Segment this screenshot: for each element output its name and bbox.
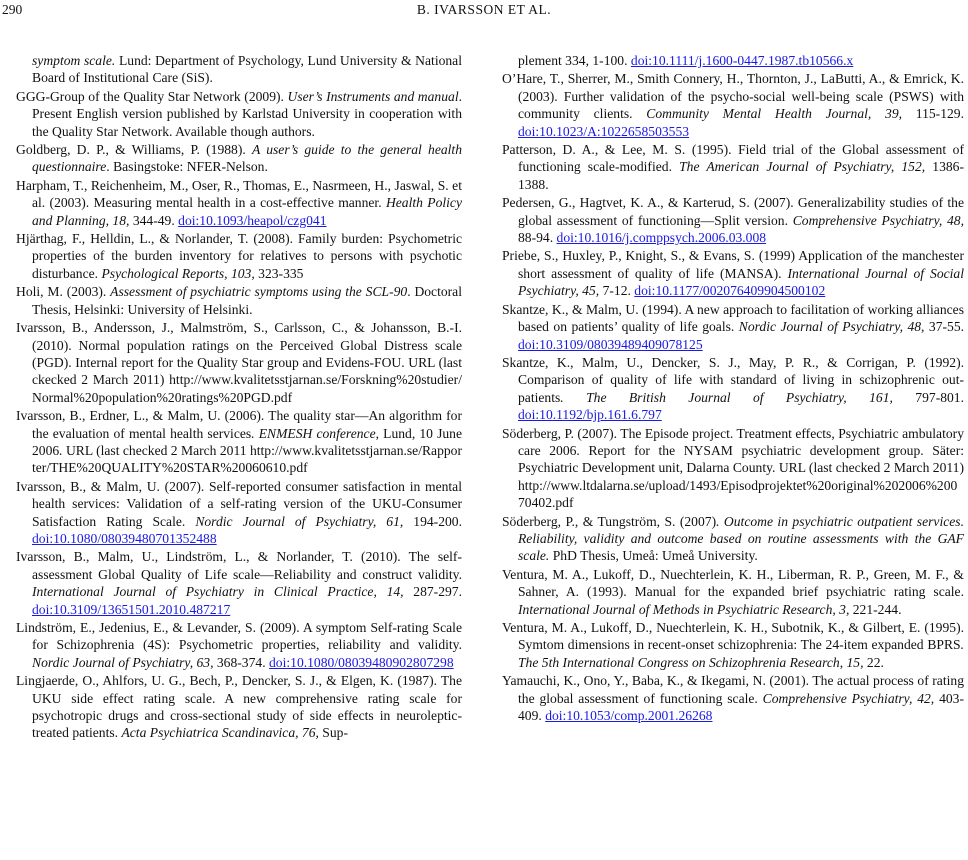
reference-text: . Doctoral Thesis, Helsinki: University of Helsinki. [32, 284, 462, 317]
reference-text: Söderberg, P. (2007). The Episode project. Treatment effects, Psychiatric ambulatory care 2006. Report for the NYSAM psychiatric development group. Säter: Psychiatric Development unit, Dalarna County. URL (last checked 2 March 2011) [502, 425, 964, 476]
ref-ohare [502, 70, 964, 140]
reference-text: 403-409. [518, 690, 964, 724]
reference-text: Ventura, M. A., Lukoff, D., Nuechterlein, K. H., Subotnik, K., & Gilbert, E. (1995). Symtom dimensions in recent-onset schizophrenia: The 24-item expanded BPRS [502, 620, 964, 653]
italic-title: International Journal of Psychiatry in Clinical Practice, 14, [32, 584, 404, 600]
reference-text: 368-374. [213, 654, 269, 670]
ref-r0 [502, 52, 964, 69]
italic-title: Comprehensive Psychiatry, 42, [762, 690, 935, 706]
ref-ventura-1993 [502, 566, 964, 618]
doi-link[interactable]: doi:10.1053/comp.2001.26268 [545, 708, 713, 724]
italic-title: . Outcome in psychiatric outpatient services. Reliability, validity and outcome based on routine assessments with the GAF scale. [518, 513, 964, 564]
page-header [0, 2, 968, 22]
page-number: 290 [2, 2, 23, 17]
ref-ivarsson-2010a [16, 319, 462, 406]
ref-priebe [502, 247, 964, 299]
ref-holi [16, 283, 462, 318]
reference-url: http://www.kvalitetsstjarnan.se/Forskning%20studier/Normal%20population%20ratings%20PGD.pdf [32, 372, 462, 405]
reference-text: 221-244. [849, 601, 902, 617]
ref-yamauchi [502, 672, 964, 724]
reference-text: Ivarsson, B., Erdner, L., & Malm, U. (2006). The quality star—An algorithm for the evaluation of mental health services [16, 408, 462, 441]
reference-text: plement 334, 1-100. [518, 53, 631, 68]
ref-lindstrom [16, 619, 462, 671]
reference-text: 37-55. [924, 319, 965, 335]
italic-title: User’s Instruments and manual [287, 88, 459, 104]
italic-title: Assessment of psychiatric symptoms using the SCL-90 [110, 284, 408, 300]
reference-text: Holi, M. (2003). [16, 284, 111, 300]
ref-l0 [16, 52, 462, 87]
ref-harpham [16, 177, 462, 229]
reference-text: URL (last checked 2 March 2011 [62, 442, 250, 458]
reference-text: Lingjaerde, O., Ahlfors, U. G., Bech, P., Dencker, S. J., & Elgen, K. (1987). The UKU side effect rating scale. A new comprehensive rating scale for psychotropic drugs and cross-sectional study of side effects in neuroleptic-treated patients. [16, 673, 462, 741]
reference-text: Hjärthag, F., Helldin, L., & Norlander, T. (2008). Family burden: Psychometric properties of the burden inventory for relatives to persons with psychotic disturbance. [16, 231, 462, 281]
reference-text: Priebe, S., Huxley, P., Knight, S., & Evans, S. (1999) Application of the manchester short assessment of quality of life (MANSA). [502, 248, 964, 281]
reference-text: 323-335 [254, 265, 304, 281]
doi-link[interactable]: doi:10.1111/j.1600-0447.1987.tb10566.x [630, 53, 854, 68]
italic-title: . The 5th International Congress on Schizophrenia Research [518, 637, 964, 670]
ref-skantze-1994 [502, 301, 964, 353]
ref-goldberg [16, 141, 462, 176]
reference-column-left [16, 52, 462, 743]
ref-ventura-1995 [502, 619, 964, 671]
reference-text: O’Hare, T., Sherrer, M., Smith Connery, H., Thornton, J., LaButti, A., & Emrick, K. (2003). Further validation of the psycho-social well-being scale (PSWS) with community clients. [502, 71, 964, 122]
doi-link[interactable]: doi:10.1177/002076409904500102 [634, 283, 826, 299]
doi-link[interactable]: doi:10.1093/heapol/czg041 [178, 212, 327, 228]
italic-title: Community Mental Health Journal, 39, [646, 106, 903, 122]
ref-hjarthag [16, 230, 462, 282]
doi-link[interactable]: doi:10.1192/bjp.161.6.797 [518, 407, 662, 423]
doi-link[interactable]: doi:10.1080/08039480902807298 [269, 654, 454, 670]
reference-text: Ivarsson, B., & Malm, U. (2007). Self-reported consumer satisfaction in mental health services: Validation of a self-rating version of the UKU-Consumer Satisfaction Rating Scale. [16, 478, 462, 529]
doi-link[interactable]: doi:10.1023/A:1022658503553 [518, 123, 690, 139]
ref-patterson [502, 141, 964, 193]
italic-title: 15, [846, 654, 864, 670]
doi-link[interactable]: doi:10.1016/j.comppsych.2006.03.008 [556, 230, 767, 246]
reference-text: Söderberg, P., & Tungström, S. (2007) [502, 513, 717, 529]
reference-text: Sup- [318, 725, 348, 741]
ref-ivarsson-2006 [16, 407, 462, 477]
reference-text: 797-801. [892, 389, 965, 405]
running-head: B. IVARSSON ET AL. [416, 2, 552, 17]
ref-ivarsson-2007 [16, 478, 462, 548]
reference-text: 287-297. [403, 584, 462, 600]
ref-lingjaerde [16, 672, 462, 742]
italic-title: symptom scale. [32, 53, 116, 68]
reference-text: 7-12. [599, 283, 635, 299]
italic-title: Psychological Reports, 103, [101, 265, 255, 281]
reference-text: Pedersen, G., Hagtvet, K. A., & Karterud, S. (2007). Generalizability studies of the global assessment of functioning—Split version. [502, 195, 964, 228]
ref-ivarsson-2010b [16, 548, 462, 618]
reference-url: http://www.ltdalarna.se/upload/1493/Episodprojektet%20original%202006%20070402.pdf [518, 477, 958, 511]
reference-text: 1386-1388. [518, 159, 964, 192]
reference-text: 115-129. [902, 106, 964, 122]
reference-text: Skantze, K., & Malm, U. (1994). A new approach to facilitation of working alliances based on patients’ quality of life goals. [502, 301, 964, 335]
italic-title: International Journal of Social Psychiatry, 45, [518, 265, 965, 299]
reference-text: , Lund, 10 June 2006 [32, 425, 463, 458]
reference-text: 88-94. [518, 230, 557, 246]
reference-text: Skantze, K., Malm, U., Dencker, S. J., May, P. R., & Corrigan, P. (1992). Comparison of quality of life with standard of living in schizophrenic out-patients [502, 354, 964, 405]
reference-text: Ventura, M. A., Lukoff, D., Nuechterlein, K. H., Liberman, R. P., Green, M. F., & Sahner, A. (1993). Manual for the expanded brief psychiatric rating scale. [502, 566, 964, 600]
italic-title: Nordic Journal of Psychiatry, 61, [195, 513, 404, 529]
italic-title: . [59, 442, 63, 458]
reference-text: . Basingstoke: NFER-Nelson. [106, 159, 268, 175]
doi-link[interactable]: doi:10.3109/13651501.2010.487217 [32, 601, 231, 617]
reference-text: Yamauchi, K., Ono, Y., Baba, K., & Ikegami, N. (2001). The actual process of rating the global assessment of functioning scale. [502, 673, 964, 706]
reference-text: GGG-Group of the Quality Star Network (2009). [16, 88, 288, 104]
italic-title: Health Policy and Planning, 18, [32, 195, 462, 228]
reference-text: Lund: Department of Psychology, Lund University & National Board of Institutional Care (SiS). [32, 53, 462, 86]
italic-title: Nordic Journal of Psychiatry, 63, [32, 654, 214, 670]
italic-title: Acta Psychiatrica Scandinavica, 76, [121, 725, 319, 741]
italic-title: International Journal of Methods in Psychiatric Research, 3, [518, 601, 850, 617]
italic-title: Nordic Journal of Psychiatry, 48, [738, 319, 925, 335]
italic-title: . ENMESH conference [251, 425, 376, 441]
doi-link[interactable]: doi:10.1080/08039480701352488 [32, 530, 217, 546]
ref-ggg [16, 88, 462, 140]
italic-title: . The British Journal of Psychiatry, 161, [560, 389, 893, 405]
reference-text: . Present English version published by Karlstad University in cooperation with the Quality Star Network. Available though authors. [32, 88, 462, 139]
reference-text: Goldberg, D. P., & Williams, P. (1988). [16, 142, 252, 158]
italic-title: Comprehensive Psychiatry, 48, [792, 212, 964, 228]
reference-text: 194-200. [403, 513, 462, 529]
reference-text: , [839, 654, 847, 670]
reference-text: Patterson, D. A., & Lee, M. S. (1995). Field trial of the Global assessment of functioning scale-modified. [502, 142, 964, 175]
reference-text: Ivarsson, B., Andersson, J., Malmström, S., Carlsson, C., & Johansson, B.-I. (2010). Normal population ratings on the Perceived Global Distress scale (PGD). Internal report for the Quality Star group and Evidens-FOU. URL (last ckecked 2 March 2011) [16, 320, 462, 388]
italic-title: The American Journal of Psychiatry, 152, [679, 159, 926, 175]
ref-skantze-1992 [502, 354, 964, 424]
doi-link[interactable]: doi:10.3109/08039489409078125 [518, 336, 703, 352]
reference-text: Lindström, E., Jedenius, E., & Levander, S. (2009). A symptom Self-rating Scale for Schizophrenia (4S): Psychometric properties, reliability and validity. [16, 620, 462, 653]
reference-text: PhD Thesis, Umeå: Umeå University. [549, 548, 758, 564]
reference-text: Harpham, T., Reichenheim, M., Oser, R., Thomas, E., Nasrmeen, H., Jaswal, S. et al. (2003). Measuring mental health in a cost-effective manner. [16, 177, 462, 211]
italic-title: A user’s guide to the general health questionnaire [32, 142, 462, 175]
ref-soderberg-2007a [502, 425, 964, 512]
reference-text: Ivarsson, B., Malm, U., Lindström, L., & Norlander, T. (2010). The self-assessment Global Quality of Life scale—Reliability and construct validity. [16, 549, 462, 582]
reference-text: 344-49. [129, 212, 179, 228]
ref-pedersen [502, 194, 964, 246]
reference-text: 22. [863, 654, 884, 670]
reference-url: http://www.kvalitetsstjarnan.se/Rapporter/THE%20QUALITY%20STAR%20060610.pdf [32, 442, 463, 476]
ref-soderberg-2007b [502, 513, 964, 565]
reference-column-right [502, 52, 964, 725]
